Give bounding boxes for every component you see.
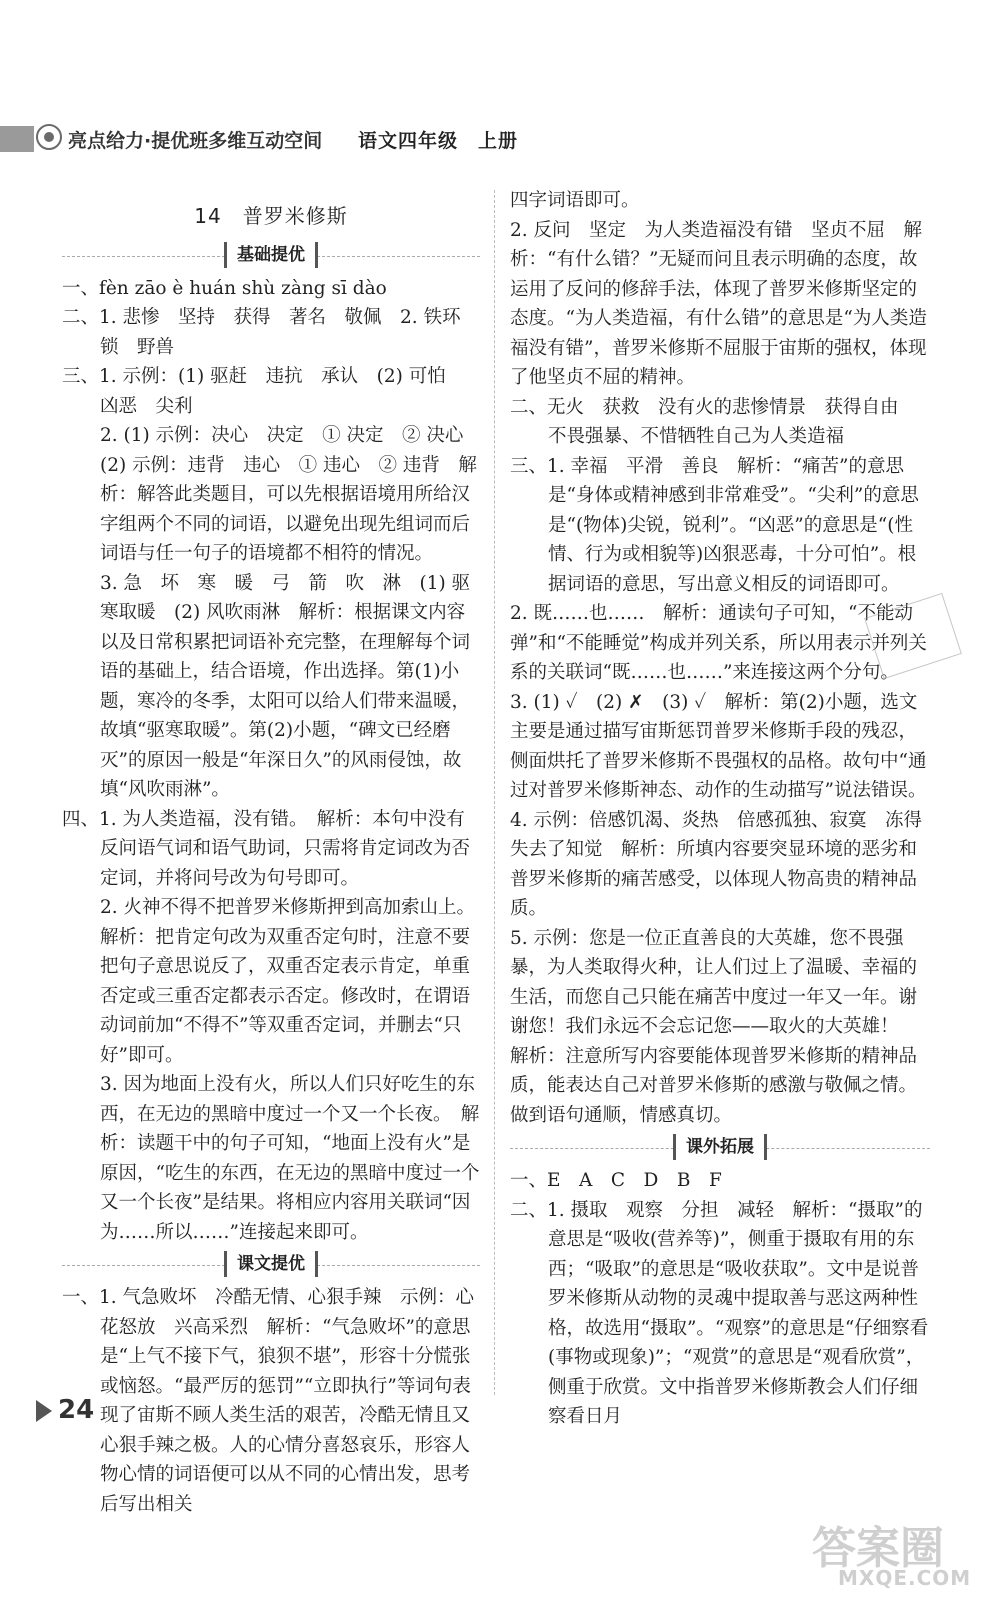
watermark-logo: 答案圈 <box>812 1523 944 1574</box>
answer-text-3-3: 3. (1) ✓ (2) ✗ (3) ✓ 解析：第(2)小题，选文主要是通过描写宙斯惩罚普罗米修斯手段的残忍，侧面烘托了普罗米修斯不畏强权的品格。故句中“通过对普罗米修斯神态、动作的生动描写”说法错误。 <box>510 691 927 801</box>
section-text <box>62 1249 480 1283</box>
header-bar-decoration <box>0 126 34 152</box>
answer-extend-2: 二、1. 摄取 观察 分担 减轻 解析：“摄取”的意思是“吸收(营养等)”，侧重于摄取有用的东西；“吸取”的意思是“吸收获取”。文中是说普罗米修斯从动物的灵魂中提取善与恶这两种性格，故选用“摄取”。“观察”的意思是“仔细察看(事物或现象)”；“观赏”的意思是“观看欣赏”，侧重于欣赏。文中指普罗米修斯教会人们仔细察看日月 <box>510 1199 929 1427</box>
answer-text-1-2: 2. 反问 坚定 为人类造福没有错 坚贞不屈 解析：“有什么错？”无疑而问且表示明确的态度，故运用了反问的修辞手法，体现了普罗米修斯坚定的态度。“为人类造福，有什么错”的意思是“为人类造福没有错”，普罗米修斯不屈服于宙斯的强权，体现了他坚贞不屈的精神。 <box>510 219 927 388</box>
answer-basic-4-3: 3. 因为地面上没有火，所以人们只好吃生的东西，在无边的黑暗中度过一个又一个长夜。 解析：读题干中的句子可知，“地面上没有火”是原因，“吃生的东西，在无边的黑暗中度过一个又一个长夜”是结果。将相应内容用关联词“因为……所以……”连接起来即可。 <box>100 1074 480 1243</box>
section-extend <box>510 1132 930 1166</box>
section-extend-label: 课外拓展 <box>673 1134 767 1160</box>
left-column <box>62 202 485 1519</box>
page-arrow-icon <box>36 1400 52 1422</box>
watermark-url: MXQE.COM <box>838 1566 972 1590</box>
section-basic <box>62 240 480 274</box>
brand-logo-icon <box>36 124 62 150</box>
answer-basic-1: 一、fèn zāo è huán shù zàng sī dào <box>62 277 387 299</box>
answer-text-3-1: 三、1. 幸福 平滑 善良 解析：“痛苦”的意思是“身体或精神感到非常难受”。“尖利”的意思是“(物体)尖锐，锐利”。“凶恶”的意思是“(性情、行为或相貌等)凶狠恶毒，十分可怕”。根据词语的意思，写出意义相反的词语即可。 <box>510 455 919 595</box>
answer-basic-4-1: 四、1. 为人类造福，没有错。 解析：本句中没有反问语气词和语气助词，只需将肯定词改为否定词，并将问号改为句号即可。 <box>62 808 471 889</box>
header-brand: 亮点给力·提优班多维互动空间 <box>68 130 323 152</box>
section-basic-label: 基础提优 <box>224 242 318 268</box>
column-divider <box>494 190 495 1395</box>
answer-extend-1: 一、E A C D B F <box>510 1170 722 1191</box>
header-subject: 语文四年级 上册 <box>358 130 519 152</box>
answer-text-3-4: 4. 示例：倍感饥渴、炎热 倍感孤独、寂寞 冻得失去了知觉 解析：所填内容要突显环境的恶劣和普罗米修斯的痛苦感受，以体现人物高贵的精神品质。 <box>510 809 923 919</box>
page-number-text: 24 <box>58 1395 95 1425</box>
answer-text-3-2: 2. 既……也…… 解析：通读句子可知，“不能动弹”和“不能睡觉”构成并列关系，所以用表示并列关系的关联词“既……也……”来连接这两个分句。 <box>510 603 927 683</box>
answer-basic-2: 二、1. 悲惨 坚持 获得 著名 敬佩 2. 铁环 锁 野兽 <box>62 307 480 358</box>
answer-basic-3-2: 2. (1) 示例：决心 决定 ① 决定 ② 决心 (2) 示例：违背 违心 ① 违心 ② 违背 解析：解答此类题目，可以先根据语境用所给汉字组两个不同的词语，以避免出现先组词而后词语与任一句子的语境都不相符的情况。 <box>100 425 482 564</box>
page-header <box>0 120 1000 162</box>
right-column <box>510 186 930 1432</box>
answer-basic-4-2: 2. 火神不得不把普罗米修斯押到高加索山上。 解析：把肯定句改为双重否定句时，注意不要把句子意思说反了，双重否定表示肯定，单重否定或三重否定都表示否定。修改时，在谓语动词前加“不得不”等双重否定词，并删去“只好”即可。 <box>100 897 485 1066</box>
lesson-title: 14 普罗米修斯 <box>194 204 348 228</box>
answer-basic-3-3: 3. 急 坏 寒 暖 弓 箭 吹 淋 (1) 驱寒取暖 (2) 风吹雨淋 解析：根据课文内容以及日常积累把词语补充完整，在理解每个词语的基础上，结合语境，作出选择。第(1)小题，寒冷的冬季，太阳可以给人们带来温暖，故填“驱寒取暖”。第(2)小题，“碑文已经磨灭”的原因一般是“年深日久”的风雨侵蚀，故填“风吹雨淋”。 <box>100 572 471 800</box>
answer-text-3-5: 5. 示例：您是一位正直善良的大英雄，您不畏强暴，为人类取得火种，让人们过上了温暖、幸福的生活，而您自己只能在痛苦中度过一年又一年。谢谢您！我们永远不会忘记您——取火的大英雄！ 解析：注意所写内容要能体现普罗米修斯的精神品质，能表达自己对普罗米修斯的感激与敬佩之情。做到语句通顺，情感真切。 <box>510 927 918 1126</box>
section-text-label: 课文提优 <box>224 1251 318 1277</box>
answer-text-2: 二、无火 获救 没有火的悲惨情景 获得自由 不畏强暴、不惜牺牲自己为人类造福 <box>510 396 918 447</box>
answer-text-1: 一、1. 气急败坏 冷酷无情、心狠手辣 示例：心花怒放 兴高采烈 解析：“气急败坏”的意思是“上气不接下气，狼狈不堪”，形容十分慌张或恼怒。“最严厉的惩罚”“立即执行”等词句表现了宙斯不顾人类生活的艰苦，冷酷无情且又心狠手辣之极。人的心情分喜怒哀乐，形容人物心情的词语便可以从不同的心情出发，思考后写出相关 <box>62 1287 475 1515</box>
answer-text-1-cont: 四字词语即可。 <box>510 190 640 211</box>
page-number <box>36 1395 94 1425</box>
answer-basic-3-1: 三、1. 示例：(1) 驱赶 违抗 承认 (2) 可怕 凶恶 尖利 <box>62 366 465 417</box>
